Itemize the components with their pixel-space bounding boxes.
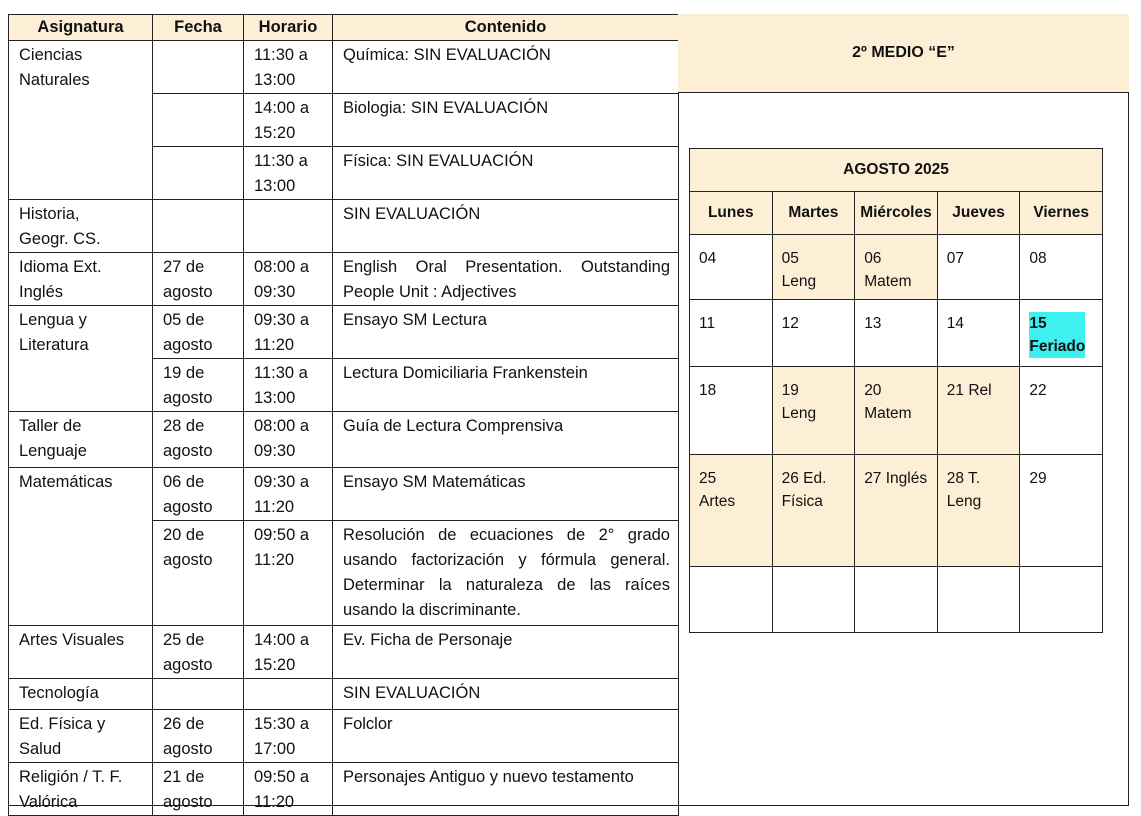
calendar-day-cell: 06 Matem (855, 235, 938, 300)
cell-subject: Artes Visuales (9, 626, 153, 679)
calendar-day-cell: 25 Artes (690, 455, 773, 567)
day-header: Miércoles (855, 192, 938, 235)
cell-time: 08:00 a 09:30 (244, 253, 333, 306)
day-header: Jueves (937, 192, 1020, 235)
cell-date (153, 147, 244, 200)
header-content: Contenido (333, 15, 679, 41)
cell-content: English Oral Presentation. Outstanding People Unit : Adjectives (333, 253, 679, 306)
calendar-day-cell (1020, 300, 1103, 367)
cell-time (244, 200, 333, 253)
cell-content: Ev. Ficha de Personaje (333, 626, 679, 679)
cell-content: Física: SIN EVALUACIÓN (333, 147, 679, 200)
day-header: Lunes (690, 192, 773, 235)
cell-subject: Lengua y Literatura (9, 306, 153, 412)
calendar-day-cell: 13 (855, 300, 938, 367)
cell-date: 27 de agosto (153, 253, 244, 306)
calendar-day-cell: 21 Rel (937, 367, 1020, 455)
calendar-day-cell (937, 567, 1020, 633)
calendar-day-cell: 14 (937, 300, 1020, 367)
calendar-day-cell: 04 (690, 235, 773, 300)
cell-time (244, 679, 333, 710)
holiday-label: 15 Feriado (1029, 312, 1085, 358)
calendar-day-cell (772, 567, 855, 633)
header-time: Horario (244, 15, 333, 41)
day-header: Martes (772, 192, 855, 235)
calendar-day-cell: 12 (772, 300, 855, 367)
cell-subject: Tecnología (9, 679, 153, 710)
cell-date (153, 200, 244, 253)
calendar-day-cell: 27 Inglés (855, 455, 938, 567)
cell-content: Folclor (333, 710, 679, 763)
cell-content: SIN EVALUACIÓN (333, 679, 679, 710)
cell-content: Resolución de ecuaciones de 2° grado usando factorización y fórmula general. Determinar la naturaleza de las raíces usando la discriminante. (333, 521, 679, 626)
calendar-day-cell: 20 Matem (855, 367, 938, 455)
cell-subject: Matemáticas (9, 468, 153, 626)
calendar-day-cell: 29 (1020, 455, 1103, 567)
day-header: Viernes (1020, 192, 1103, 235)
calendar-day-cell: 08 (1020, 235, 1103, 300)
cell-date: 26 de agosto (153, 710, 244, 763)
cell-time: 09:30 a 11:20 (244, 306, 333, 359)
header-date: Fecha (153, 15, 244, 41)
cell-date: 06 de agosto (153, 468, 244, 521)
cell-content: Biologia: SIN EVALUACIÓN (333, 94, 679, 147)
cell-date (153, 94, 244, 147)
cell-content: Guía de Lectura Comprensiva (333, 412, 679, 468)
course-title: 2º MEDIO “E” (678, 14, 1129, 93)
calendar-day-cell: 05 Leng (772, 235, 855, 300)
cell-date: 25 de agosto (153, 626, 244, 679)
cell-date (153, 41, 244, 94)
cell-time: 08:00 a 09:30 (244, 412, 333, 468)
calendar-day-cell (855, 567, 938, 633)
cell-time: 15:30 a 17:00 (244, 710, 333, 763)
cell-date (153, 679, 244, 710)
calendar-day-cell: 18 (690, 367, 773, 455)
calendar-day-cell: 11 (690, 300, 773, 367)
cell-content: SIN EVALUACIÓN (333, 200, 679, 253)
cell-time: 09:30 a 11:20 (244, 468, 333, 521)
cell-subject: Historia, Geogr. CS. (9, 200, 153, 253)
cell-content: Ensayo SM Matemáticas (333, 468, 679, 521)
cell-time: 14:00 a 15:20 (244, 626, 333, 679)
calendar (689, 148, 1103, 633)
calendar-day-cell: 07 (937, 235, 1020, 300)
cell-subject: Taller de Lenguaje (9, 412, 153, 468)
calendar-day-cell: 26 Ed. Física (772, 455, 855, 567)
cell-subject: Idioma Ext. Inglés (9, 253, 153, 306)
cell-subject: Ciencias Naturales (9, 41, 153, 200)
calendar-month: AGOSTO 2025 (690, 149, 1103, 192)
schedule-table (8, 14, 679, 816)
cell-time: 11:30 a 13:00 (244, 359, 333, 412)
calendar-day-cell (690, 567, 773, 633)
cell-date: 21 de agosto (153, 763, 244, 816)
cell-time: 09:50 a 11:20 (244, 521, 333, 626)
cell-date: 28 de agosto (153, 412, 244, 468)
cell-date: 19 de agosto (153, 359, 244, 412)
cell-content: Lectura Domiciliaria Frankenstein (333, 359, 679, 412)
calendar-day-cell: 28 T. Leng (937, 455, 1020, 567)
cell-subject: Religión / T. F. Valórica (9, 763, 153, 816)
cell-subject: Ed. Física y Salud (9, 710, 153, 763)
cell-date: 05 de agosto (153, 306, 244, 359)
calendar-day-cell (1020, 567, 1103, 633)
calendar-day-cell: 22 (1020, 367, 1103, 455)
cell-content: Personajes Antiguo y nuevo testamento (333, 763, 679, 816)
cell-time: 11:30 a 13:00 (244, 147, 333, 200)
cell-time: 11:30 a 13:00 (244, 41, 333, 94)
cell-content: Ensayo SM Lectura (333, 306, 679, 359)
cell-date: 20 de agosto (153, 521, 244, 626)
calendar-day-cell: 19 Leng (772, 367, 855, 455)
cell-content: Química: SIN EVALUACIÓN (333, 41, 679, 94)
cell-time: 14:00 a 15:20 (244, 94, 333, 147)
header-subject: Asignatura (9, 15, 153, 41)
cell-time: 09:50 a 11:20 (244, 763, 333, 816)
